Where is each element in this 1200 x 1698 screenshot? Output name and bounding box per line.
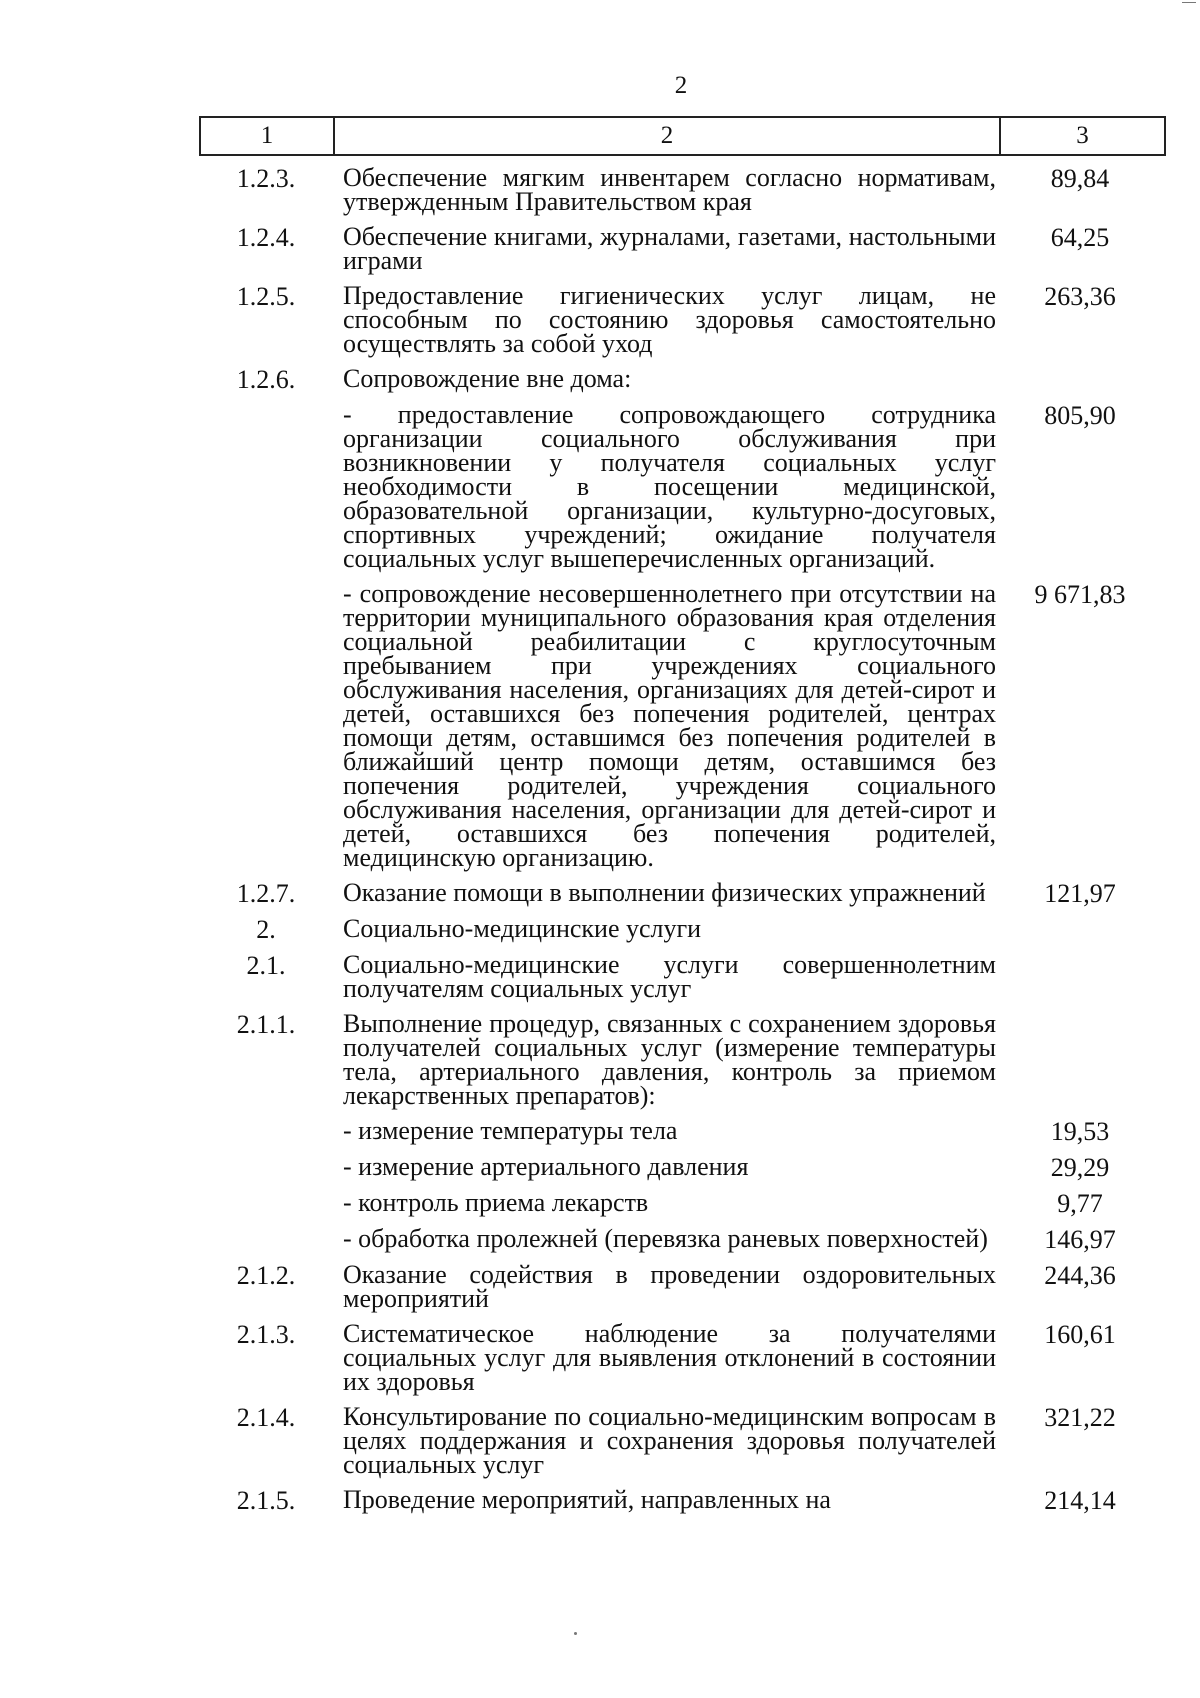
row-number: 1.2.7. bbox=[236, 879, 296, 908]
scan-speck bbox=[574, 1632, 577, 1635]
row-value: 146,97 bbox=[1044, 1225, 1116, 1254]
row-number: 2. bbox=[256, 915, 276, 944]
table-header bbox=[199, 116, 1166, 156]
row-value: 29,29 bbox=[1050, 1153, 1110, 1182]
row-number bbox=[199, 1155, 333, 1180]
table-row bbox=[199, 1188, 1164, 1218]
row-number: 2.1.4. bbox=[236, 1403, 296, 1432]
row-text: Проведение мероприятий, направленных на bbox=[343, 1485, 831, 1514]
row-number bbox=[199, 1119, 333, 1144]
header-col-1: 1 bbox=[200, 117, 334, 155]
row-value bbox=[996, 1012, 1164, 1108]
table-row bbox=[199, 364, 1164, 394]
row-text: - предоставление сопровождающего сотрудника организации социального обслуживания при возникновении у получателя социальных услуг необходимости в посещении медицинской, образовательной организации, культурно-досуговых, спортивных учреждений; ожидание получателя социальных услуг вышеперечисленных организаций. bbox=[343, 400, 996, 573]
scan-speck bbox=[1182, 2, 1196, 3]
row-text: - сопровождение несовершеннолетнего при отсутствии на территории муниципального образования края отделения социальной реабилитации с круглосуточным пребыванием при учреждениях социального обслуживания населения, организациях для детей-сирот и детей, оставшихся без попечения родителей, центрах помощи детям, оставшимся без попечения родителей в ближайший центр помощи детям, оставшимся без попечения родителей, учреждения социального обслуживания населения, организации для детей-сирот и детей, оставшихся без попечения родителей, медицинскую организацию. bbox=[343, 579, 996, 872]
row-value: 160,61 bbox=[1044, 1320, 1116, 1349]
row-number: 2.1.3. bbox=[236, 1320, 296, 1349]
table-row bbox=[199, 1116, 1164, 1146]
row-text: Обеспечение книгами, журналами, газетами, настольными играми bbox=[343, 222, 996, 275]
table-row bbox=[199, 163, 1164, 216]
table-row bbox=[199, 579, 1164, 872]
table-row bbox=[199, 950, 1164, 1003]
row-text: Сопровождение вне дома: bbox=[343, 364, 632, 393]
table-row bbox=[199, 1402, 1164, 1479]
row-number: 2.1.2. bbox=[236, 1261, 296, 1290]
row-text: Систематическое наблюдение за получателями социальных услуг для выявления отклонений в состоянии их здоровья bbox=[343, 1319, 996, 1396]
row-text: Консультирование по социально-медицинским вопросам в целях поддержания и сохранения здоровья получателей социальных услуг bbox=[343, 1402, 996, 1479]
row-value: 214,14 bbox=[1044, 1486, 1116, 1515]
row-text: Социально-медицинские услуги bbox=[343, 914, 702, 943]
row-value bbox=[996, 953, 1164, 1001]
row-number: 1.2.5. bbox=[236, 282, 296, 311]
row-number: 2.1.1. bbox=[236, 1010, 296, 1039]
table-row bbox=[199, 1485, 1164, 1515]
row-value: 89,84 bbox=[1050, 164, 1110, 193]
row-value: 121,97 bbox=[1044, 879, 1116, 908]
row-number: 1.2.3. bbox=[236, 164, 296, 193]
row-value bbox=[996, 367, 1164, 392]
row-text: - обработка пролежней (перевязка раневых поверхностей) bbox=[343, 1224, 988, 1253]
row-text: Предоставление гигиенических услуг лицам, не способным по состоянию здоровья самостоятельно осуществлять за собой уход bbox=[343, 281, 996, 358]
row-number: 2.1. bbox=[246, 951, 286, 980]
row-text: Выполнение процедур, связанных с сохранением здоровья получателей социальных услуг (измерение температуры тела, артериального давления, контроль за приемом лекарственных препаратов): bbox=[343, 1009, 996, 1110]
row-text: Оказание содействия в проведении оздоровительных мероприятий bbox=[343, 1260, 996, 1313]
header-col-3: 3 bbox=[1000, 117, 1165, 155]
table-row bbox=[199, 1009, 1164, 1110]
row-value: 805,90 bbox=[1044, 401, 1116, 430]
row-value: 321,22 bbox=[1044, 1403, 1116, 1432]
row-number bbox=[199, 582, 333, 870]
row-text: - измерение артериального давления bbox=[343, 1152, 749, 1181]
row-number bbox=[199, 403, 333, 571]
row-value: 19,53 bbox=[1050, 1117, 1110, 1146]
header-col-2: 2 bbox=[334, 117, 1000, 155]
row-value: 9,77 bbox=[1057, 1189, 1103, 1218]
row-text: - контроль приема лекарств bbox=[343, 1188, 649, 1217]
table-row bbox=[199, 281, 1164, 358]
table-row bbox=[199, 1319, 1164, 1396]
row-text: Социально-медицинские услуги совершеннолетним получателям социальных услуг bbox=[343, 950, 996, 1003]
row-value: 263,36 bbox=[1044, 282, 1116, 311]
row-value bbox=[996, 917, 1164, 942]
table-row bbox=[199, 1152, 1164, 1182]
table-body bbox=[199, 162, 1164, 1513]
row-text: Обеспечение мягким инвентарем согласно нормативам, утвержденным Правительством края bbox=[343, 163, 996, 216]
row-number bbox=[199, 1227, 333, 1252]
table-row bbox=[199, 222, 1164, 275]
row-number: 1.2.6. bbox=[236, 365, 296, 394]
page-number: 2 bbox=[674, 72, 688, 99]
table-row bbox=[199, 1260, 1164, 1313]
row-value: 64,25 bbox=[1050, 223, 1110, 252]
row-number: 2.1.5. bbox=[236, 1486, 296, 1515]
row-text: Оказание помощи в выполнении физических упражнений bbox=[343, 878, 986, 907]
table-row bbox=[199, 400, 1164, 573]
row-text: - измерение температуры тела bbox=[343, 1116, 678, 1145]
table-row bbox=[199, 1224, 1164, 1254]
table-row bbox=[199, 878, 1164, 908]
row-number bbox=[199, 1191, 333, 1216]
row-number: 1.2.4. bbox=[236, 223, 296, 252]
row-value: 9 671,83 bbox=[1034, 580, 1126, 609]
table-row bbox=[199, 914, 1164, 944]
row-value: 244,36 bbox=[1044, 1261, 1116, 1290]
